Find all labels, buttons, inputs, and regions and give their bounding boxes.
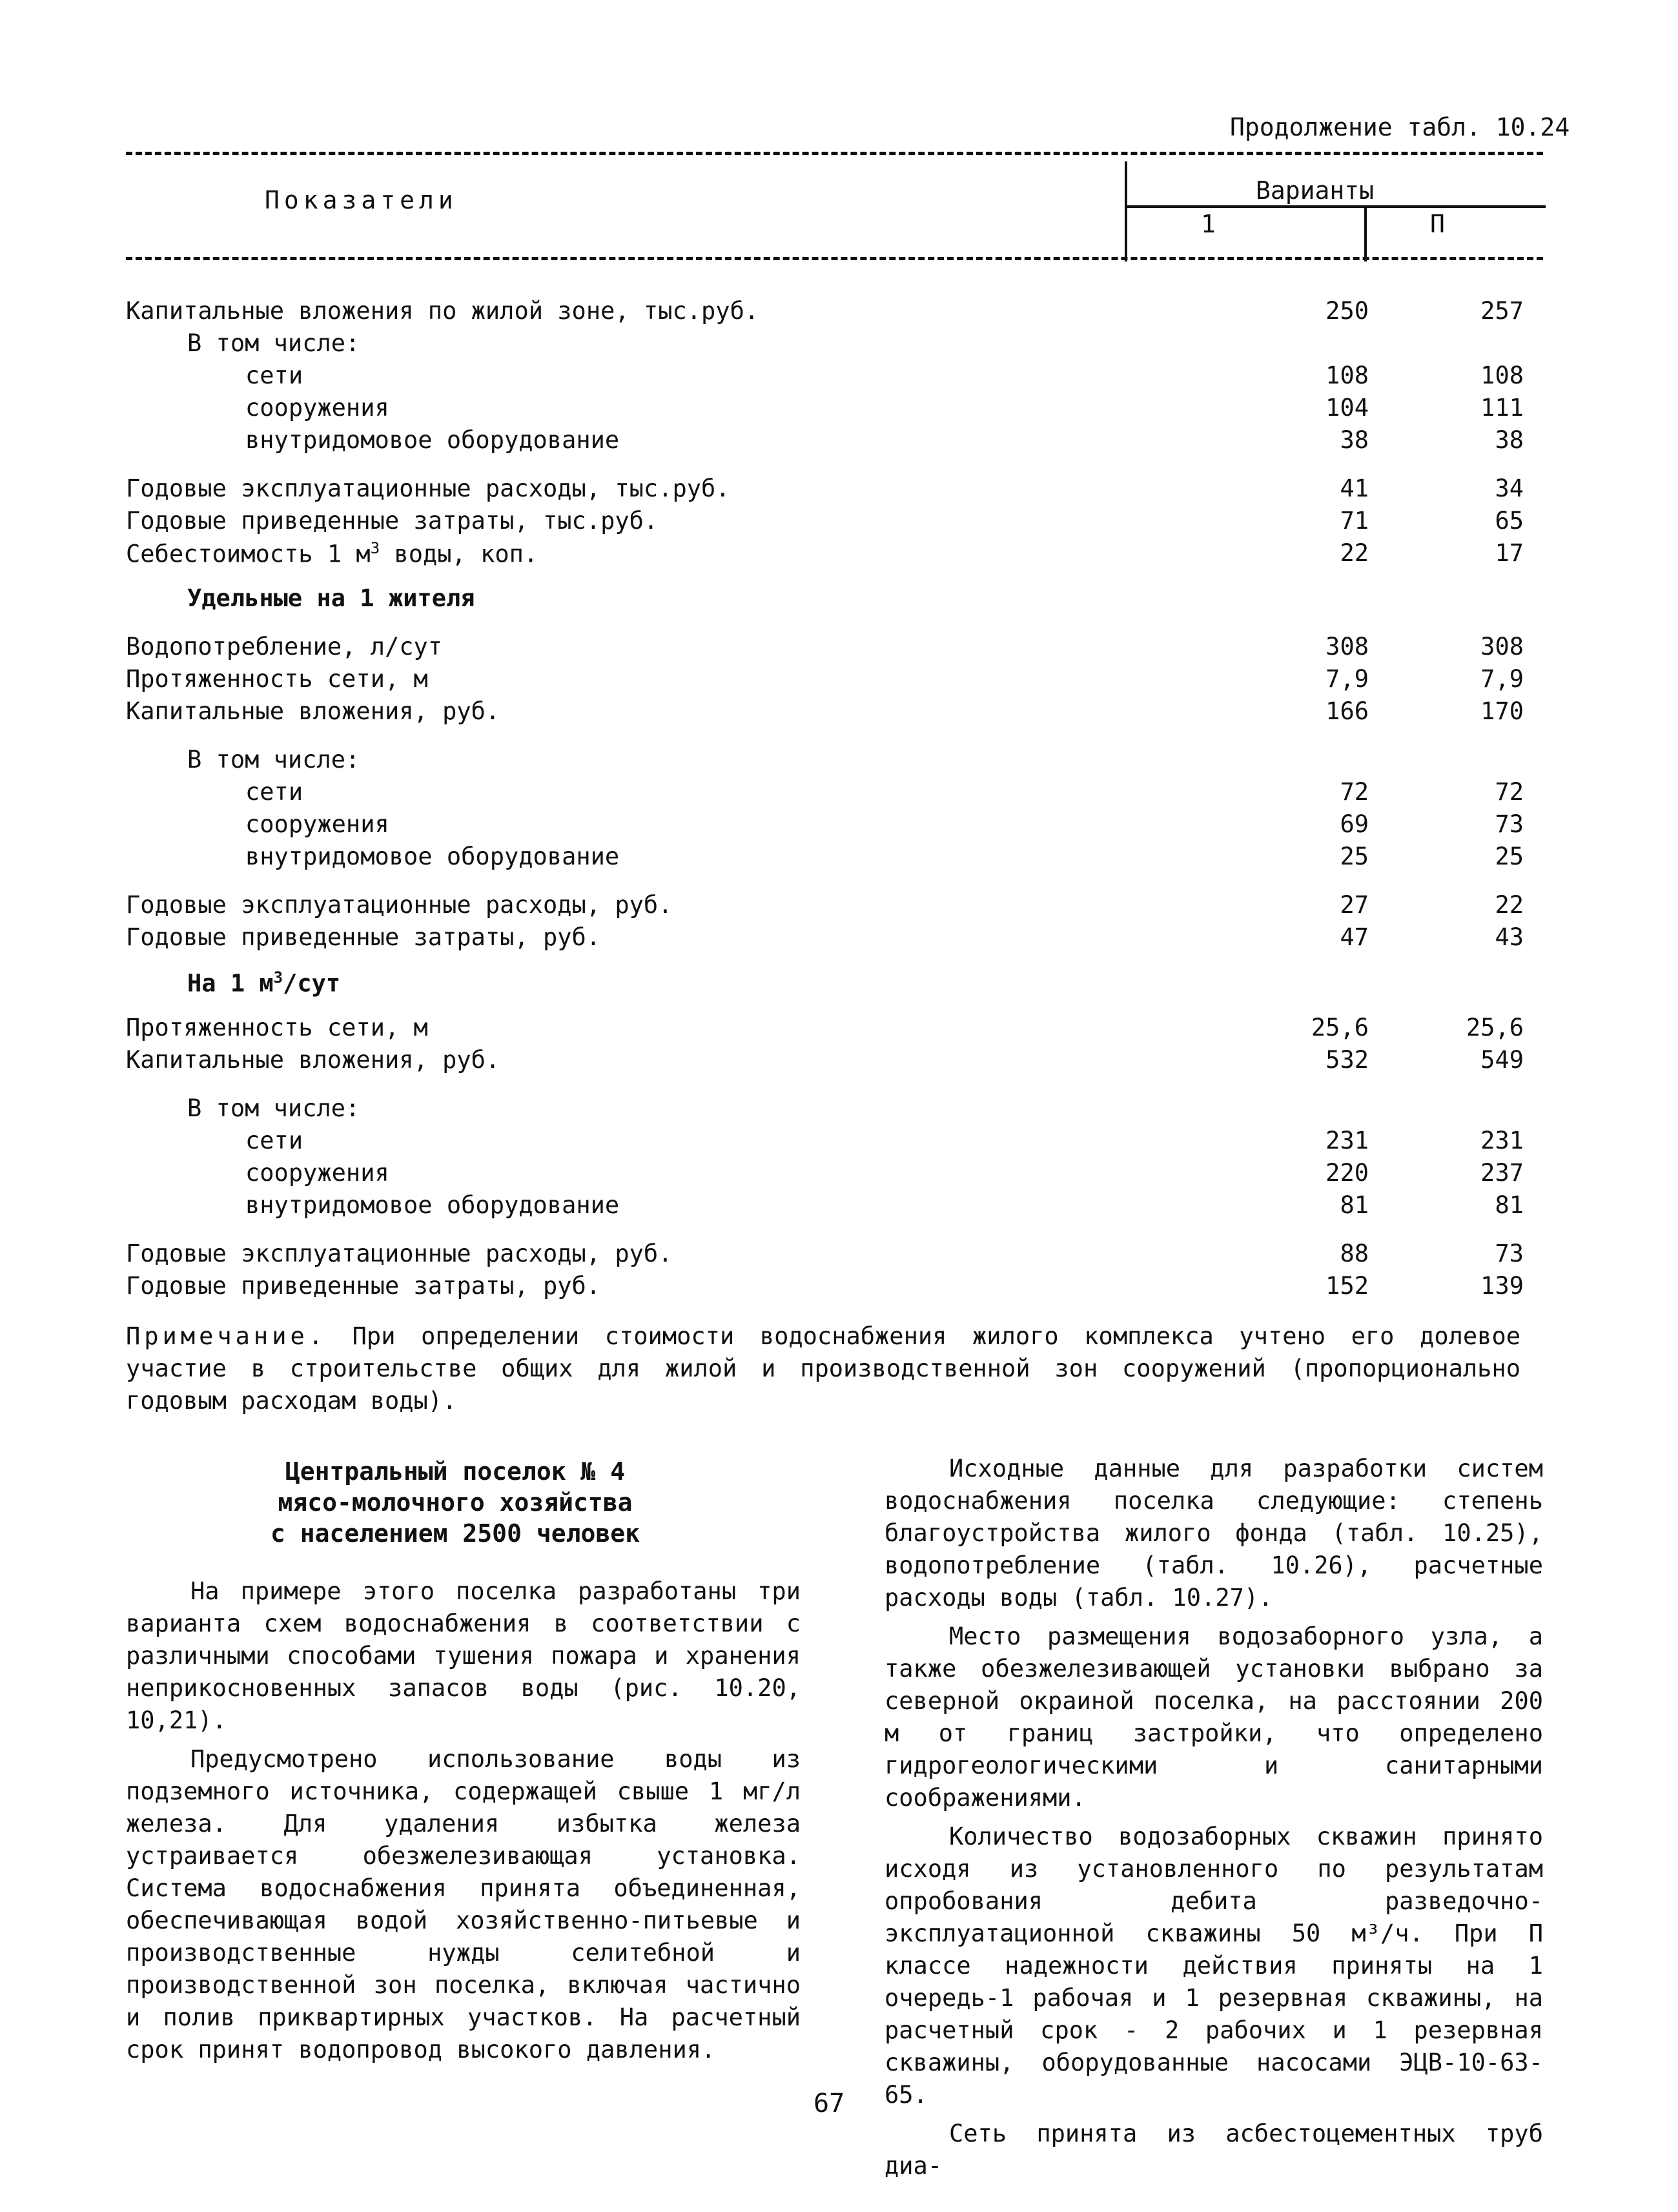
row-label: Годовые приведенные затраты, руб.	[126, 1272, 601, 1300]
row-label: Водопотребление, л/сут	[126, 633, 443, 661]
row-label: сети	[245, 362, 303, 389]
table-row	[0, 633, 1678, 665]
value-variant-1: 108	[1325, 362, 1369, 389]
value-variant-1: 25	[1340, 843, 1369, 870]
value-variant-1: 27	[1340, 891, 1369, 919]
value-variant-2: 34	[1495, 475, 1524, 502]
value-variant-1: 69	[1340, 810, 1369, 838]
table-row	[0, 394, 1678, 426]
value-variant-1: 47	[1340, 923, 1369, 951]
table-row	[0, 665, 1678, 697]
value-variant-2: 72	[1495, 778, 1524, 806]
value-variant-1: 7,9	[1325, 665, 1369, 693]
value-variant-1: 25,6	[1311, 1014, 1369, 1041]
value-variant-2: 237	[1480, 1159, 1524, 1187]
table-note	[126, 1320, 1520, 1417]
table-row	[0, 697, 1678, 730]
table-row	[0, 426, 1678, 458]
row-label: В том числе:	[187, 746, 360, 773]
table-row	[0, 1094, 1678, 1127]
left-column	[126, 1575, 801, 2073]
table-row	[0, 1014, 1678, 1046]
row-label: Капитальные вложения, руб.	[126, 1046, 500, 1074]
value-variant-1: 71	[1340, 507, 1369, 535]
row-label: сооружения	[245, 394, 389, 422]
value-variant-2: 7,9	[1480, 665, 1524, 693]
paragraph: Место размещения водозаборного узла, а также обезжелезивающей установки выбрано за северной окраиной поселка, на расстоянии 200 м от границ застройки, что определено гидрогеологическими и санитарными соображениями.	[885, 1623, 1543, 1812]
row-label: Годовые эксплуатационные расходы, руб.	[126, 1240, 673, 1267]
section-heading-line: с населением 2500 человек	[271, 1519, 640, 1548]
value-variant-1: 250	[1325, 297, 1369, 325]
row-label: В том числе:	[187, 329, 360, 357]
table-row	[0, 362, 1678, 394]
row-label: сети	[245, 1127, 303, 1154]
value-variant-2: 25	[1495, 843, 1524, 870]
section-heading-line: мясо-молочного хозяйства	[278, 1488, 633, 1517]
table-row	[0, 297, 1678, 329]
table-row	[0, 891, 1678, 923]
section-heading	[174, 1456, 736, 1549]
value-variant-2: 25,6	[1466, 1014, 1524, 1041]
paragraph: Предусмотрено использование воды из подземного источника, содержащей свыше 1 мг/л железа. Для удаления избытка железа устраивается обезжелезивающая установка. Система водоснабжения принята объединенная, обеспечивающая водой хозяйственно-питьевые и производственные нужды селитебной и производственной зон поселка, включая частично и полив приквартирных участков. На расчетный срок принят водопровод высокого давления.	[126, 1745, 801, 2064]
table-row	[0, 923, 1678, 956]
value-variant-1: 308	[1325, 633, 1369, 661]
header-indicators: Показатели	[265, 186, 458, 214]
value-variant-1: 220	[1325, 1159, 1369, 1187]
note-lead: Примечание.	[126, 1322, 327, 1350]
value-variant-2: 65	[1495, 507, 1524, 535]
row-label: Удельные на 1 жителя	[187, 584, 475, 612]
value-variant-1: 104	[1325, 394, 1369, 422]
row-label: Годовые приведенные затраты, руб.	[126, 923, 601, 951]
value-variant-2: 81	[1495, 1191, 1524, 1219]
table-row	[0, 584, 1678, 617]
table-top-rule	[126, 152, 1543, 155]
value-variant-2: 108	[1480, 362, 1524, 389]
value-variant-2: 549	[1480, 1046, 1524, 1074]
row-label: сети	[245, 778, 303, 806]
table-row	[0, 810, 1678, 843]
row-label: Протяженность сети, м	[126, 1014, 428, 1041]
header-variant-1: 1	[1201, 210, 1216, 238]
row-label: Годовые приведенные затраты, тыс.руб.	[126, 507, 659, 535]
row-label: Себестоимость 1 $м^3$ воды, коп.	[126, 539, 538, 568]
paragraph: Количество водозаборных скважин принято исходя из установленного по результатам опробования дебита разведочно-эксплуатационной скважины 50 м³/ч. При П классе надежности действия приняты на 1 очередь-1 рабочая и 1 резервная скважины, на расчетный срок - 2 рабочих и 1 резервная скважины, оборудованные насосами ЭЦВ-10-63-65.	[885, 1823, 1543, 2109]
variants-underline	[1127, 205, 1546, 208]
value-variant-1: 166	[1325, 697, 1369, 725]
row-label: внутридомовое оборудование	[245, 843, 620, 870]
table-row	[0, 475, 1678, 507]
table-row	[0, 507, 1678, 539]
section-heading-line: Центральный поселок № 4	[285, 1457, 626, 1486]
table-row	[0, 1191, 1678, 1224]
variant-column-divider	[1364, 208, 1367, 261]
value-variant-1: 72	[1340, 778, 1369, 806]
value-variant-2: 257	[1480, 297, 1524, 325]
value-variant-1: 152	[1325, 1272, 1369, 1300]
value-variant-1: 88	[1340, 1240, 1369, 1267]
page-number: 67	[813, 2089, 845, 2118]
row-label: Протяженность сети, м	[126, 665, 428, 693]
row-label: сооружения	[245, 810, 389, 838]
value-variant-2: 22	[1495, 891, 1524, 919]
value-variant-2: 43	[1495, 923, 1524, 951]
value-variant-2: 139	[1480, 1272, 1524, 1300]
header-variants: Варианты	[1256, 176, 1375, 205]
table-row	[0, 746, 1678, 778]
header-variant-2: П	[1430, 210, 1445, 238]
row-label: сооружения	[245, 1159, 389, 1187]
row-label: На 1 $м^3$/сут	[187, 968, 341, 998]
row-label: В том числе:	[187, 1094, 360, 1122]
table-row	[0, 1272, 1678, 1304]
value-variant-2: 73	[1495, 1240, 1524, 1267]
row-label: Капитальные вложения, руб.	[126, 697, 500, 725]
value-variant-2: 38	[1495, 426, 1524, 454]
paragraph: Исходные данные для разработки систем водоснабжения поселка следующие: степень благоустройства жилого фонда (табл. 10.25), водопотребление (табл. 10.26), расчетные расходы воды (табл. 10.27).	[885, 1455, 1543, 1612]
table-row	[0, 968, 1678, 1001]
value-variant-2: 111	[1480, 394, 1524, 422]
value-variant-1: 38	[1340, 426, 1369, 454]
table-row	[0, 329, 1678, 362]
paragraph: На примере этого поселка разработаны три варианта схем водоснабжения в соответствии с различными способами тушения пожара и хранения неприкосновенных запасов воды (рис. 10.20, 10,21).	[126, 1577, 801, 1734]
table-row	[0, 1046, 1678, 1078]
value-variant-1: 532	[1325, 1046, 1369, 1074]
row-label: Годовые эксплуатационные расходы, руб.	[126, 891, 673, 919]
header-bottom-rule	[126, 257, 1543, 260]
table-row	[0, 778, 1678, 810]
row-label: внутридомовое оборудование	[245, 1191, 620, 1219]
value-variant-1: 41	[1340, 475, 1369, 502]
header-vertical-divider	[1125, 161, 1127, 261]
table-row	[0, 539, 1678, 571]
row-label: Годовые эксплуатационные расходы, тыс.руб.	[126, 475, 730, 502]
value-variant-2: 17	[1495, 539, 1524, 567]
table-caption: Продолжение табл. 10.24	[1230, 113, 1570, 141]
paragraph: Сеть принята из асбестоцементных труб диа-	[885, 2120, 1543, 2180]
row-label: Капитальные вложения по жилой зоне, тыс.руб.	[126, 297, 759, 325]
value-variant-2: 170	[1480, 697, 1524, 725]
value-variant-2: 308	[1480, 633, 1524, 661]
table-row	[0, 1159, 1678, 1191]
value-variant-1: 231	[1325, 1127, 1369, 1154]
note-text: При определении стоимости водоснабжения жилого комплекса учтено его долевое участие в строительстве общих для жилой и производственной зон сооружений (пропорционально годовым расходам воды).	[126, 1322, 1520, 1415]
value-variant-2: 231	[1480, 1127, 1524, 1154]
value-variant-2: 73	[1495, 810, 1524, 838]
right-column	[885, 1453, 1543, 2189]
table-row	[0, 843, 1678, 875]
value-variant-1: 22	[1340, 539, 1369, 567]
row-label: внутридомовое оборудование	[245, 426, 620, 454]
table-row	[0, 1127, 1678, 1159]
value-variant-1: 81	[1340, 1191, 1369, 1219]
table-row	[0, 1240, 1678, 1272]
